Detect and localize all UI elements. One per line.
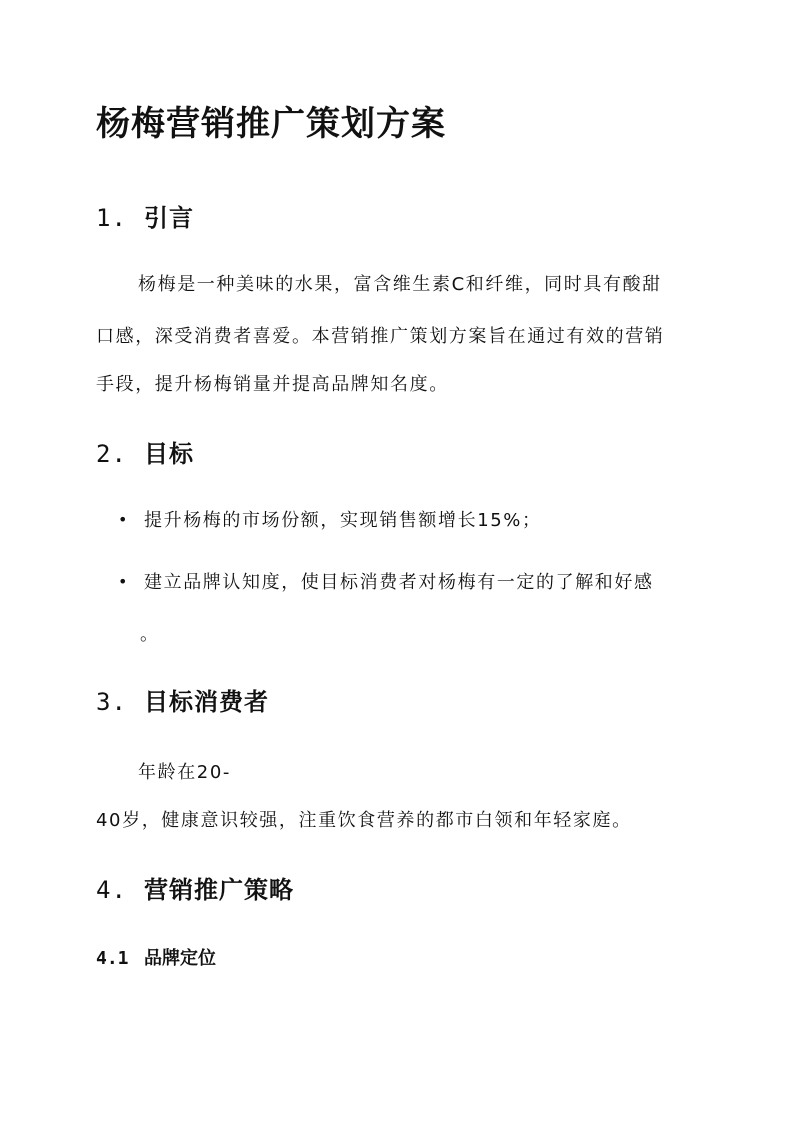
section-heading-target-consumers xyxy=(96,682,269,717)
subsection-title: 品牌定位 xyxy=(144,948,216,969)
subsection-number: 4.1 xyxy=(96,948,129,969)
document-title: 杨梅营销推广策划方案 xyxy=(96,104,446,144)
paragraph-line: 口感，深受消费者喜爱。本营销推广策划方案旨在通过有效的营销 xyxy=(96,326,665,347)
section-number: 3. xyxy=(96,688,127,716)
bullet-dot: • xyxy=(118,510,128,529)
section-number: 4. xyxy=(96,876,127,904)
bullet-item-text: 提升杨梅的市场份额，实现销售额增长15%； xyxy=(144,510,542,531)
paragraph-line: 40岁，健康意识较强，注重饮食营养的都市白领和年轻家庭。 xyxy=(96,810,632,831)
section-title: 目标消费者 xyxy=(144,688,269,716)
bullet-item-text: 。 xyxy=(140,624,160,645)
section-heading-goals xyxy=(96,434,194,469)
bullet-item-text: 建立品牌认知度，使目标消费者对杨梅有一定的了解和好感 xyxy=(144,572,654,593)
section-title: 引言 xyxy=(144,204,194,232)
paragraph-line: 手段，提升杨梅销量并提高品牌知名度。 xyxy=(96,374,449,395)
section-number: 1. xyxy=(96,204,127,232)
section-title: 目标 xyxy=(144,440,194,468)
paragraph-line: 年龄在20- xyxy=(138,762,231,783)
subsection-heading-brand-positioning xyxy=(96,944,216,970)
section-heading-marketing-strategy xyxy=(96,870,294,905)
bullet-dot: • xyxy=(118,572,128,591)
section-heading-introduction xyxy=(96,198,194,233)
section-number: 2. xyxy=(96,440,127,468)
paragraph-line: 杨梅是一种美味的水果，富含维生素C和纤维，同时具有酸甜 xyxy=(138,274,662,295)
section-title: 营销推广策略 xyxy=(144,876,294,904)
